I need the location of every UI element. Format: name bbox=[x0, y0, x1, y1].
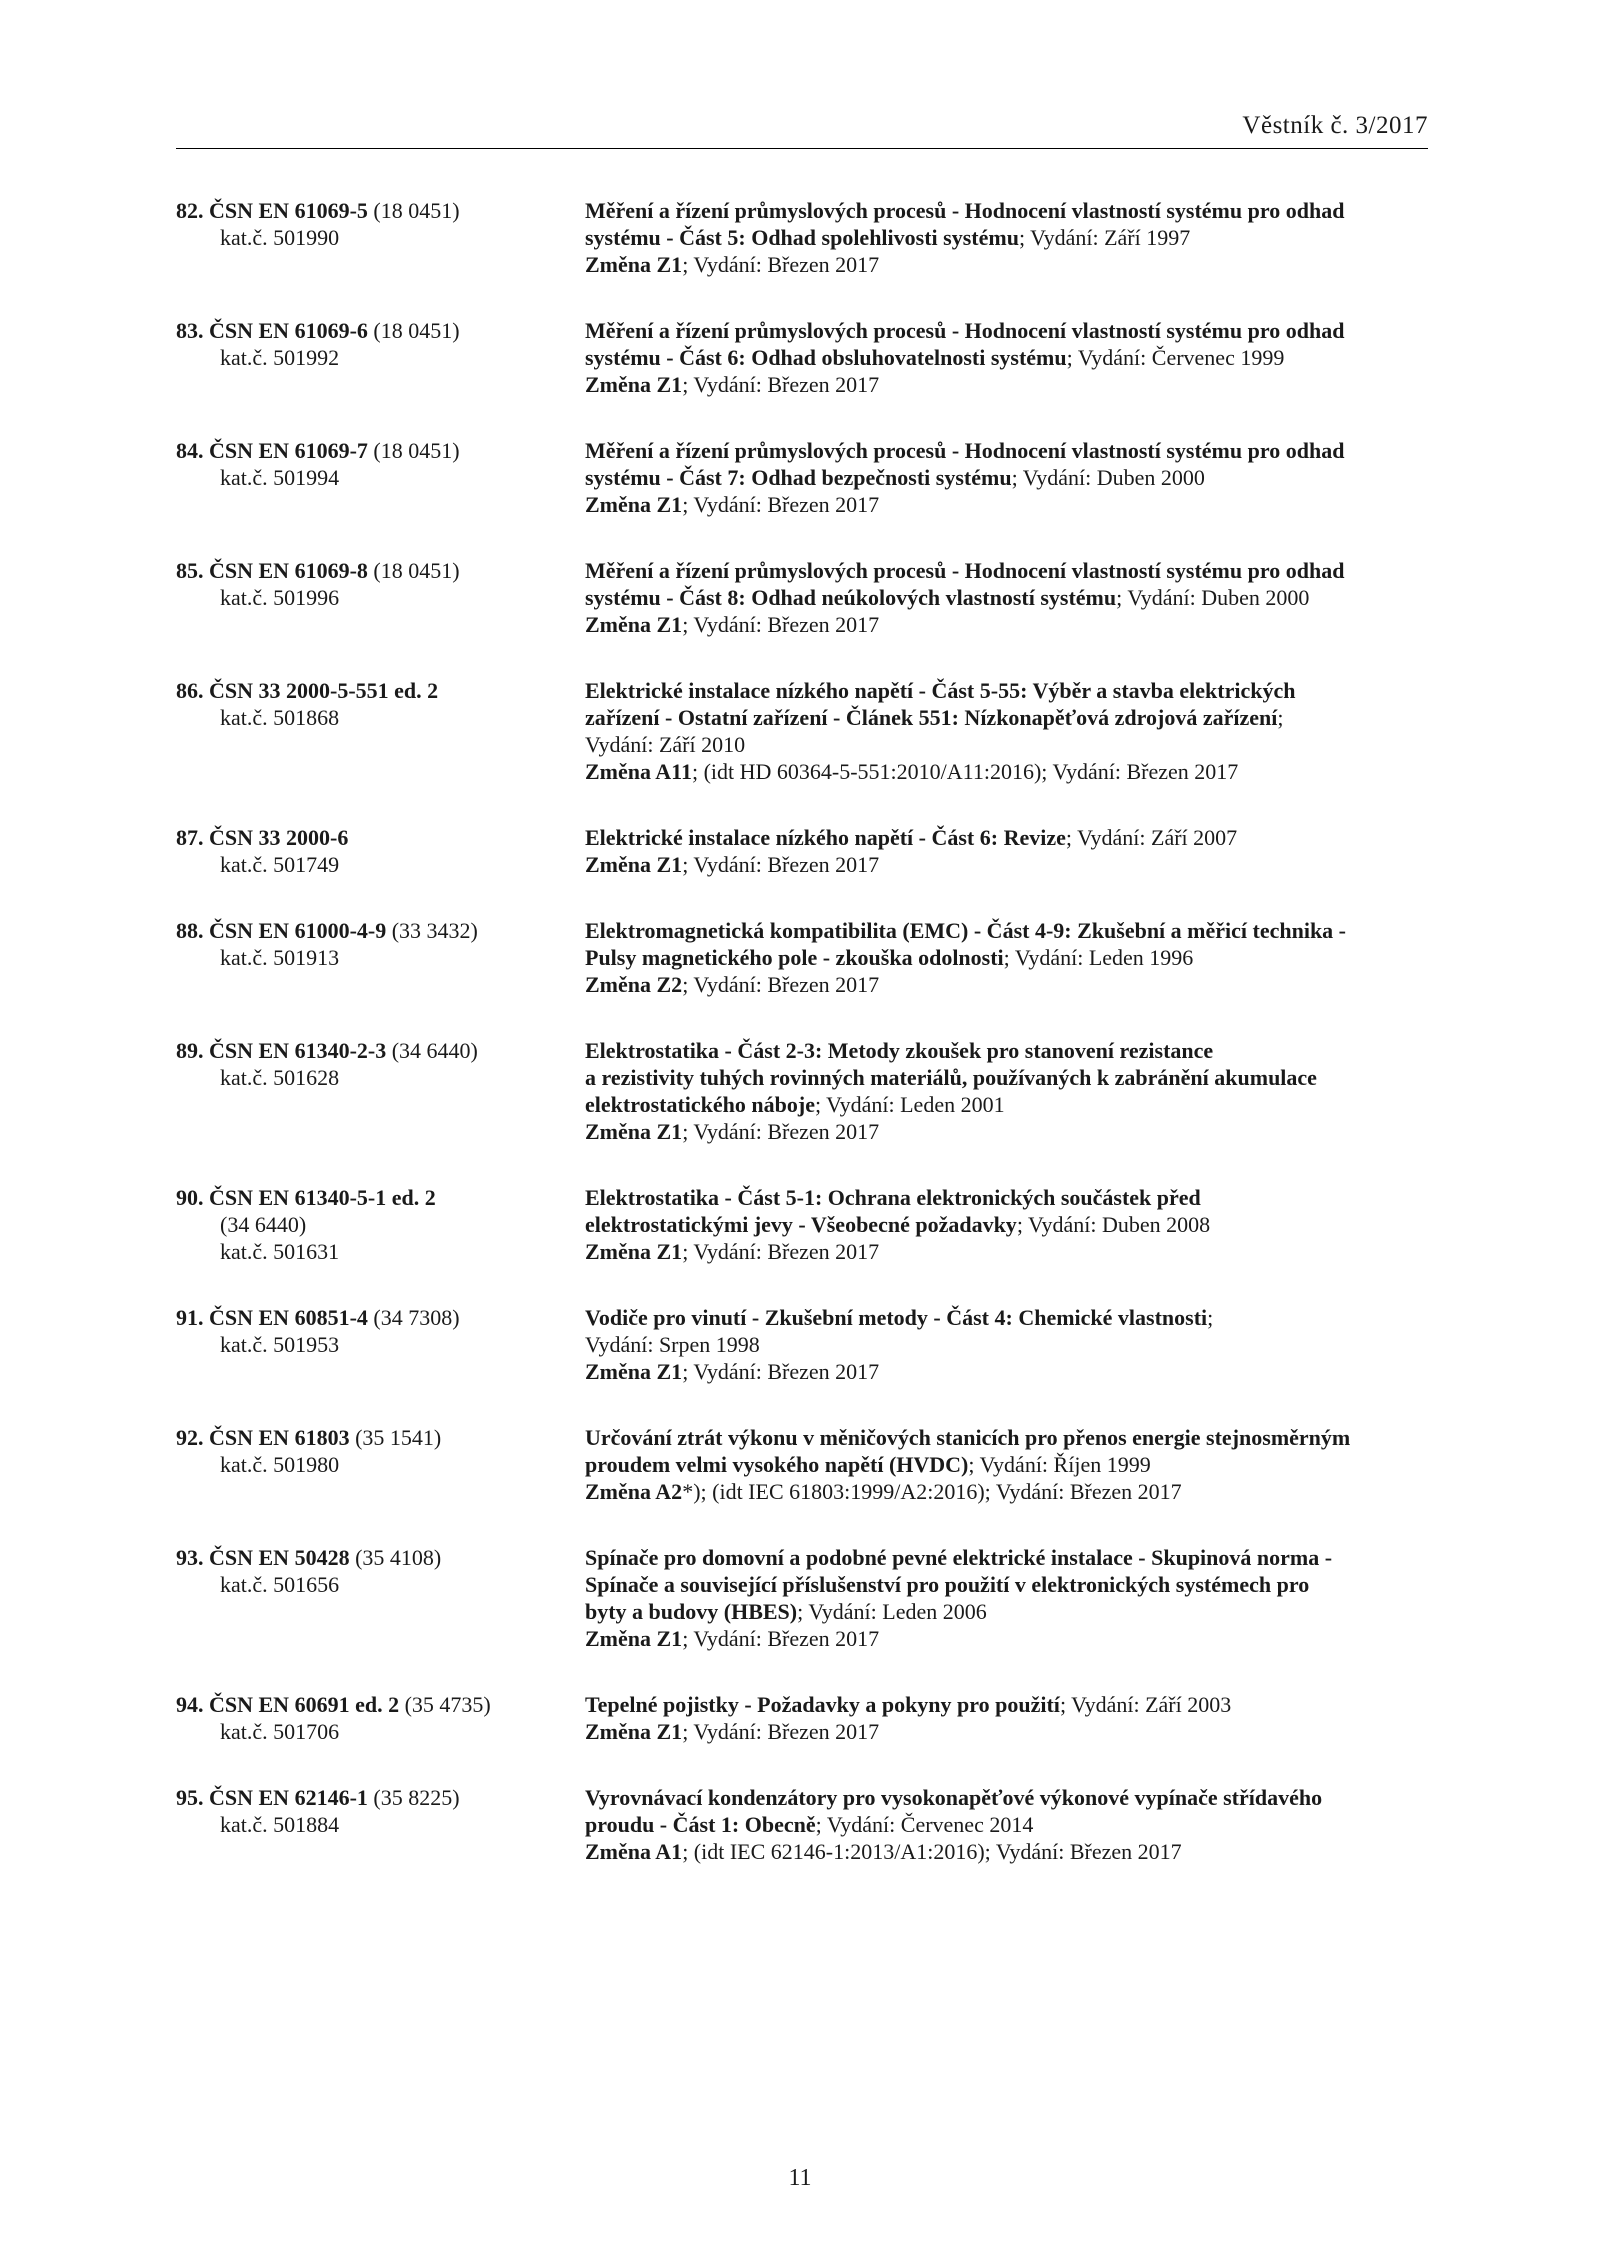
title-text-bold: Určování ztrát výkonu v měničových stanicích pro přenos energie stejnosměrným bbox=[585, 1425, 1351, 1450]
title-text-bold: Elektrické instalace nízkého napětí - Část 6: Revize bbox=[585, 825, 1066, 850]
title-text: Vydání: Srpen 1998 bbox=[585, 1332, 760, 1357]
page-number: 11 bbox=[788, 2165, 812, 2191]
standard-identifier bbox=[176, 917, 576, 971]
standard-entry bbox=[176, 317, 1436, 398]
title-line bbox=[585, 758, 1436, 785]
classification-code: (34 7308) bbox=[367, 1305, 460, 1330]
standard-identifier bbox=[176, 1184, 576, 1265]
standard-number-line bbox=[176, 437, 576, 464]
title-text: ; bbox=[1207, 1305, 1214, 1330]
catalog-number: kat.č. 501631 bbox=[220, 1239, 340, 1264]
standard-code: ČSN EN 61803 bbox=[209, 1425, 350, 1450]
standard-code: ČSN EN 61340-5-1 ed. 2 bbox=[209, 1185, 436, 1210]
standard-code: ČSN EN 61000-4-9 bbox=[209, 918, 387, 943]
title-text-bold: systému - Část 5: Odhad spolehlivosti systému bbox=[585, 225, 1019, 250]
standard-number-line bbox=[176, 197, 576, 224]
title-line bbox=[585, 944, 1436, 971]
classification-code: (18 0451) bbox=[367, 558, 460, 583]
standard-title bbox=[585, 317, 1436, 398]
title-line bbox=[585, 917, 1436, 944]
title-line bbox=[585, 1118, 1436, 1145]
standard-number-line bbox=[176, 1544, 576, 1571]
title-text-bold: Tepelné pojistky - Požadavky a pokyny pro použití bbox=[585, 1692, 1060, 1717]
page-header bbox=[176, 112, 1428, 149]
title-line bbox=[585, 1811, 1436, 1838]
title-line bbox=[585, 1838, 1436, 1865]
title-text-bold: Spínače pro domovní a podobné pevné elektrické instalace - Skupinová norma - bbox=[585, 1545, 1333, 1570]
catalog-number: kat.č. 501996 bbox=[220, 585, 340, 610]
title-text-bold: Změna Z1 bbox=[585, 1626, 683, 1651]
standard-title bbox=[585, 677, 1436, 785]
title-text-bold: Změna Z1 bbox=[585, 1239, 683, 1264]
standard-number-line bbox=[176, 1304, 576, 1331]
title-text-bold: Změna A2 bbox=[585, 1479, 683, 1504]
standard-code: ČSN EN 61069-7 bbox=[209, 438, 368, 463]
catalog-number: (34 6440) bbox=[220, 1212, 307, 1237]
title-text-bold: Měření a řízení průmyslových procesů - Hodnocení vlastností systému pro odhad bbox=[585, 438, 1345, 463]
title-line bbox=[585, 1184, 1436, 1211]
title-text: ; Vydání: Březen 2017 bbox=[682, 972, 880, 997]
bulletin-title: Věstník č. 3/2017 bbox=[1242, 112, 1428, 139]
title-text: ; Vydání: Březen 2017 bbox=[682, 1119, 880, 1144]
title-line bbox=[585, 1691, 1436, 1718]
standard-entry bbox=[176, 1424, 1436, 1505]
entry-number: 84. bbox=[176, 438, 204, 463]
classification-code: (35 4108) bbox=[349, 1545, 442, 1570]
title-line bbox=[585, 971, 1436, 998]
entry-number: 94. bbox=[176, 1692, 204, 1717]
standard-identifier bbox=[176, 197, 576, 251]
standard-title bbox=[585, 197, 1436, 278]
entry-number: 92. bbox=[176, 1425, 204, 1450]
standard-entry bbox=[176, 1304, 1436, 1385]
title-line bbox=[585, 704, 1436, 731]
title-text-bold: zařízení - Ostatní zařízení - Článek 551: Nízkonapěťová zdrojová zařízení bbox=[585, 705, 1278, 730]
standard-entry bbox=[176, 557, 1436, 638]
catalog-number: kat.č. 501980 bbox=[220, 1452, 340, 1477]
standard-identifier bbox=[176, 677, 576, 731]
title-text-bold: Elektrostatika - Část 5-1: Ochrana elektronických součástek před bbox=[585, 1185, 1201, 1210]
title-text-bold: Elektromagnetická kompatibilita (EMC) - Část 4-9: Zkušební a měřicí technika - bbox=[585, 918, 1347, 943]
standard-entry bbox=[176, 1691, 1436, 1745]
title-text-bold: Měření a řízení průmyslových procesů - Hodnocení vlastností systému pro odhad bbox=[585, 318, 1345, 343]
standard-title bbox=[585, 1424, 1436, 1505]
title-text: ; Vydání: Červenec 1999 bbox=[1066, 345, 1285, 370]
entry-number: 93. bbox=[176, 1545, 204, 1570]
title-text-bold: Změna Z2 bbox=[585, 972, 683, 997]
standard-title bbox=[585, 437, 1436, 518]
standard-entry bbox=[176, 197, 1436, 278]
title-text-bold: systému - Část 7: Odhad bezpečnosti systému bbox=[585, 465, 1012, 490]
standard-identifier bbox=[176, 1424, 576, 1478]
title-text-bold: Změna Z1 bbox=[585, 252, 683, 277]
title-line bbox=[585, 1331, 1436, 1358]
catalog-number: kat.č. 501868 bbox=[220, 705, 340, 730]
title-line bbox=[585, 1625, 1436, 1652]
title-text: ; Vydání: Duben 2000 bbox=[1116, 585, 1310, 610]
title-text: ; Vydání: Březen 2017 bbox=[682, 372, 880, 397]
catalog-number: kat.č. 501994 bbox=[220, 465, 340, 490]
title-text: ; Vydání: Duben 2000 bbox=[1011, 465, 1205, 490]
catalog-number: kat.č. 501953 bbox=[220, 1332, 340, 1357]
standard-identifier bbox=[176, 317, 576, 371]
title-line bbox=[585, 224, 1436, 251]
title-line bbox=[585, 491, 1436, 518]
title-line bbox=[585, 1718, 1436, 1745]
title-line bbox=[585, 197, 1436, 224]
catalog-number: kat.č. 501913 bbox=[220, 945, 340, 970]
standard-code: ČSN EN 61069-6 bbox=[209, 318, 368, 343]
standard-code: ČSN 33 2000-6 bbox=[209, 825, 349, 850]
classification-code: (18 0451) bbox=[367, 318, 460, 343]
standard-code: ČSN EN 61069-8 bbox=[209, 558, 368, 583]
standard-title bbox=[585, 1184, 1436, 1265]
title-text-bold: proudem velmi vysokého napětí (HVDC) bbox=[585, 1452, 969, 1477]
catalog-number: kat.č. 501628 bbox=[220, 1065, 340, 1090]
title-line bbox=[585, 1544, 1436, 1571]
catalog-number: kat.č. 501749 bbox=[220, 852, 340, 877]
standard-code: ČSN EN 61069-5 bbox=[209, 198, 368, 223]
title-line bbox=[585, 1091, 1436, 1118]
title-text: ; Vydání: Červenec 2014 bbox=[815, 1812, 1034, 1837]
title-line bbox=[585, 344, 1436, 371]
standard-code: ČSN EN 61340-2-3 bbox=[209, 1038, 387, 1063]
standard-title bbox=[585, 917, 1436, 998]
title-line bbox=[585, 1478, 1436, 1505]
entry-number: 86. bbox=[176, 678, 204, 703]
standard-code: ČSN EN 50428 bbox=[209, 1545, 350, 1570]
standard-entry bbox=[176, 1544, 1436, 1652]
standard-title bbox=[585, 1784, 1436, 1865]
standard-entry bbox=[176, 917, 1436, 998]
title-line bbox=[585, 1238, 1436, 1265]
classification-code: (35 4735) bbox=[399, 1692, 491, 1717]
entry-number: 91. bbox=[176, 1305, 204, 1330]
title-line bbox=[585, 251, 1436, 278]
title-line bbox=[585, 824, 1436, 851]
title-text: ; Vydání: Leden 2001 bbox=[814, 1092, 1005, 1117]
entry-number: 95. bbox=[176, 1785, 204, 1810]
title-line bbox=[585, 1571, 1436, 1598]
standard-title bbox=[585, 1691, 1436, 1745]
standard-number-line bbox=[176, 1424, 576, 1451]
entry-number: 87. bbox=[176, 825, 204, 850]
catalog-number: kat.č. 501706 bbox=[220, 1719, 340, 1744]
title-text: ; Vydání: Září 2007 bbox=[1065, 825, 1238, 850]
title-line bbox=[585, 1424, 1436, 1451]
standard-entry bbox=[176, 1037, 1436, 1145]
title-line bbox=[585, 1304, 1436, 1331]
standard-identifier bbox=[176, 1691, 576, 1745]
title-text: ; Vydání: Říjen 1999 bbox=[968, 1452, 1151, 1477]
title-text-bold: Změna Z1 bbox=[585, 1119, 683, 1144]
title-line bbox=[585, 611, 1436, 638]
title-text: ; Vydání: Duben 2008 bbox=[1016, 1212, 1211, 1237]
title-line bbox=[585, 1064, 1436, 1091]
title-text-bold: a rezistivity tuhých rovinných materiálů, používaných k zabránění akumulace bbox=[585, 1065, 1317, 1090]
title-text-bold: Změna Z1 bbox=[585, 1359, 683, 1384]
standard-code: ČSN EN 60691 ed. 2 bbox=[209, 1692, 400, 1717]
title-text-bold: byty a budovy (HBES) bbox=[585, 1599, 798, 1624]
entry-number: 89. bbox=[176, 1038, 204, 1063]
title-text: ; Vydání: Leden 2006 bbox=[797, 1599, 987, 1624]
classification-code: (33 3432) bbox=[386, 918, 478, 943]
standard-number-line bbox=[176, 1784, 576, 1811]
standard-identifier bbox=[176, 1784, 576, 1838]
title-text-bold: Elektrické instalace nízkého napětí - Část 5-55: Výběr a stavba elektrických bbox=[585, 678, 1296, 703]
title-text-bold: Spínače a související příslušenství pro použití v elektronických systémech pro bbox=[585, 1572, 1310, 1597]
title-text: ; Vydání: Září 2003 bbox=[1059, 1692, 1232, 1717]
title-text-bold: elektrostatickými jevy - Všeobecné požadavky bbox=[585, 1212, 1017, 1237]
title-text: *); (idt IEC 61803:1999/A2:2016); Vydání: Březen 2017 bbox=[682, 1479, 1182, 1504]
title-text: ; Vydání: Březen 2017 bbox=[682, 852, 880, 877]
standard-number-line bbox=[176, 1184, 576, 1211]
standard-code: ČSN EN 60851-4 bbox=[209, 1305, 368, 1330]
title-text-bold: Změna A1 bbox=[585, 1839, 683, 1864]
title-text-bold: Změna Z1 bbox=[585, 852, 683, 877]
standard-code: ČSN EN 62146-1 bbox=[209, 1785, 368, 1810]
title-text: ; Vydání: Březen 2017 bbox=[682, 612, 880, 637]
entry-number: 90. bbox=[176, 1185, 204, 1210]
standard-title bbox=[585, 1544, 1436, 1652]
standard-number-line bbox=[176, 1037, 576, 1064]
standard-entry bbox=[176, 677, 1436, 785]
classification-code: (35 8225) bbox=[367, 1785, 460, 1810]
entry-number: 82. bbox=[176, 198, 204, 223]
title-text: ; (idt HD 60364-5-551:2010/A11:2016); Vydání: Březen 2017 bbox=[691, 759, 1239, 784]
standard-title bbox=[585, 1304, 1436, 1385]
title-text: ; Vydání: Září 1997 bbox=[1018, 225, 1191, 250]
standard-identifier bbox=[176, 824, 576, 878]
entry-number: 85. bbox=[176, 558, 204, 583]
standard-entry bbox=[176, 1784, 1436, 1865]
standard-title bbox=[585, 1037, 1436, 1145]
catalog-number: kat.č. 501990 bbox=[220, 225, 340, 250]
title-text: ; Vydání: Březen 2017 bbox=[682, 1239, 880, 1264]
title-text: ; Vydání: Březen 2017 bbox=[682, 252, 880, 277]
title-line bbox=[585, 371, 1436, 398]
standards-list bbox=[176, 197, 1436, 1904]
standard-identifier bbox=[176, 1037, 576, 1091]
title-text: ; Vydání: Březen 2017 bbox=[682, 492, 880, 517]
standard-number-line bbox=[176, 317, 576, 344]
standard-title bbox=[585, 557, 1436, 638]
title-text-bold: Elektrostatika - Část 2-3: Metody zkoušek pro stanovení rezistance bbox=[585, 1038, 1214, 1063]
standard-entry bbox=[176, 437, 1436, 518]
title-text: ; (idt IEC 62146-1:2013/A1:2016); Vydání: Březen 2017 bbox=[682, 1839, 1182, 1864]
title-text: ; Vydání: Leden 1996 bbox=[1003, 945, 1194, 970]
standard-number-line bbox=[176, 824, 576, 851]
catalog-number: kat.č. 501656 bbox=[220, 1572, 340, 1597]
title-text: ; Vydání: Březen 2017 bbox=[682, 1359, 880, 1384]
classification-code: (34 6440) bbox=[386, 1038, 478, 1063]
title-line bbox=[585, 1598, 1436, 1625]
title-text-bold: Pulsy magnetického pole - zkouška odolnosti bbox=[585, 945, 1004, 970]
title-line bbox=[585, 317, 1436, 344]
standard-identifier bbox=[176, 1304, 576, 1358]
title-line bbox=[585, 677, 1436, 704]
standard-identifier bbox=[176, 437, 576, 491]
title-line bbox=[585, 1358, 1436, 1385]
title-text-bold: elektrostatického náboje bbox=[585, 1092, 815, 1117]
standard-title bbox=[585, 824, 1436, 878]
title-line bbox=[585, 584, 1436, 611]
title-text-bold: proudu - Část 1: Obecně bbox=[585, 1812, 816, 1837]
standard-code: ČSN 33 2000-5-551 ed. 2 bbox=[209, 678, 439, 703]
title-line bbox=[585, 1211, 1436, 1238]
title-text-bold: Změna A11 bbox=[585, 759, 692, 784]
standard-number-line bbox=[176, 677, 576, 704]
title-text-bold: Vodiče pro vinutí - Zkušební metody - Část 4: Chemické vlastnosti bbox=[585, 1305, 1208, 1330]
title-text: Vydání: Září 2010 bbox=[585, 732, 746, 757]
entry-number: 83. bbox=[176, 318, 204, 343]
entry-number: 88. bbox=[176, 918, 204, 943]
standard-identifier bbox=[176, 1544, 576, 1598]
title-line bbox=[585, 437, 1436, 464]
title-line bbox=[585, 1451, 1436, 1478]
title-line bbox=[585, 1037, 1436, 1064]
title-text-bold: Změna Z1 bbox=[585, 612, 683, 637]
standard-number-line bbox=[176, 1691, 576, 1718]
title-text-bold: Změna Z1 bbox=[585, 492, 683, 517]
classification-code: (18 0451) bbox=[367, 198, 460, 223]
standard-number-line bbox=[176, 917, 576, 944]
title-text: ; Vydání: Březen 2017 bbox=[682, 1719, 880, 1744]
title-text-bold: systému - Část 6: Odhad obsluhovatelnosti systému bbox=[585, 345, 1067, 370]
title-text-bold: Měření a řízení průmyslových procesů - Hodnocení vlastností systému pro odhad bbox=[585, 198, 1345, 223]
title-text-bold: Měření a řízení průmyslových procesů - Hodnocení vlastností systému pro odhad bbox=[585, 558, 1345, 583]
title-text-bold: Změna Z1 bbox=[585, 372, 683, 397]
title-text: ; Vydání: Březen 2017 bbox=[682, 1626, 880, 1651]
title-text-bold: Změna Z1 bbox=[585, 1719, 683, 1744]
standard-number-line bbox=[176, 557, 576, 584]
catalog-number: kat.č. 501884 bbox=[220, 1812, 340, 1837]
standard-identifier bbox=[176, 557, 576, 611]
standard-entry bbox=[176, 824, 1436, 878]
title-line bbox=[585, 851, 1436, 878]
classification-code: (35 1541) bbox=[349, 1425, 442, 1450]
catalog-number: kat.č. 501992 bbox=[220, 345, 340, 370]
title-text-bold: systému - Část 8: Odhad neúkolových vlastností systému bbox=[585, 585, 1117, 610]
classification-code: (18 0451) bbox=[367, 438, 460, 463]
title-text: ; bbox=[1277, 705, 1284, 730]
title-line bbox=[585, 1784, 1436, 1811]
title-line bbox=[585, 557, 1436, 584]
title-line bbox=[585, 464, 1436, 491]
standard-entry bbox=[176, 1184, 1436, 1265]
title-text-bold: Vyrovnávací kondenzátory pro vysokonapěťové výkonové vypínače střídavého bbox=[585, 1785, 1323, 1810]
title-line bbox=[585, 731, 1436, 758]
